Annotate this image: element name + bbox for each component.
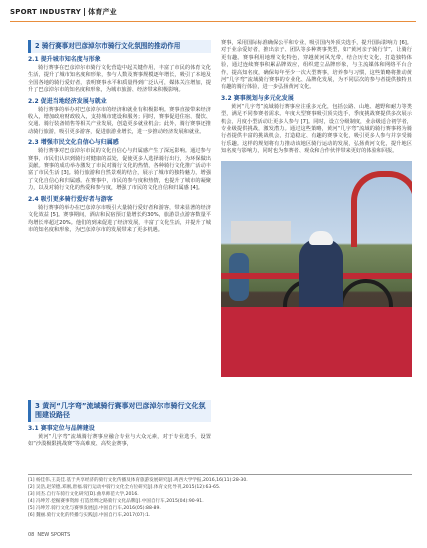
- header-divider: [84, 8, 85, 16]
- page-footer: [28, 532, 70, 538]
- start-arch: [351, 171, 412, 247]
- reference-item: [2] 吴浩,赵荣德,邓刚,唐福.骑行运动中骑行文化全方位研究[J].体育文化导刊,2015(12):63-65.: [28, 485, 221, 491]
- paragraph-3-1-cont: 赛事，采用国际标准确保公平和专业，吸引国内外顶尖选手，提升国际影响力 [6]。对于业余爱好者，推出亲子、团队等多种赛事类型，如“黄河亲子骑行节”，让骑行更有趣。赛事利用地理文化特色，穿越黄河风光带，结合历史文化，打造独特体验，通过连续赛事积累品牌效应，组织建立品牌形象，与主流媒体和网络平台合作，提高知名度，确保每年至少一次大型赛事，培养参与习惯，这些策略将推动黄河“几字弯”流域骑行赛事的专业化、品牌化发展，为不同层次的参与者提供独特且有趣的骑行体验，进一步弘扬黄河文化。: [221, 40, 412, 91]
- subsection-2-2: 2.2 促进当地经济发展与就业: [28, 97, 107, 105]
- paragraph-2-3: 骑行赛事对巴彦淖尔市民的文化自信心与归属感产生了深远影响。通过参与赛事，市民们认识到骑行对健康的益处，促使更多人选择骑行出行，为环保做出贡献。赛事的成功举办激发了市民对骑行文化的热情，各种骑行文化推广活动丰富了市民生活 [3]。骑行旅游和自然景观的结合，展示了城市的独特魅力，增强了文化自信心和归属感。在赛事中，市民的参与度和热情，也提升了城市的凝聚力，以及对骑行文化的热爱和参与度，增强了市民的文化自信和归属感 [4]。: [28, 148, 211, 192]
- header-rule: [10, 21, 416, 22]
- reference-item: [6] 魏丽.骑行文化的传播与实践[J].中国自行车,2017(07):1.: [28, 513, 151, 519]
- reference-item: [3] 同杰.自行车骑行文化研究[D].曲阜师范大学,2016.: [28, 492, 139, 498]
- paragraph-3-1: 黄河“几字弯”流域骑行赛事应融合专业与大众元素，对于专业选手，设置如“沙漠极限挑战赛”等高难度、高奖金赛事，: [28, 434, 211, 448]
- red-stage: [221, 307, 412, 377]
- cyclist-helmet: [309, 231, 333, 245]
- banner-board: [231, 221, 291, 243]
- running-header: [10, 6, 117, 18]
- paragraph-2-4: 骑行赛事的举办在巴彦淖尔市吸引大量骑行爱好者和游客，带来显著的经济文化效益 [5]。赛事期间，酒店和民宿预订量增长约30%，旅游景点游客数量平均增长率超过20%。他们的到来促进了经济发展，丰富了文化生活，并提升了城市的知名度和形象，为巴彦淖尔市的发展带来了更多机遇。: [28, 204, 211, 233]
- section-3: [28, 400, 211, 449]
- subsection-3-1: 3.1 赛事定位与品牌建设: [28, 425, 95, 432]
- subsection-2-4: 2.4 吸引更多骑行爱好者与游客: [28, 195, 113, 203]
- left-column: [28, 40, 211, 234]
- reference-item: [4] 冯坤芳.挖掘赛事资源 打造丝绸之路骑行文化品牌[J].中国自行车,2015(04):90-91.: [28, 499, 204, 505]
- references: [28, 477, 412, 520]
- magazine-name: NEW SPORTS: [37, 532, 71, 538]
- paragraph-3-2: 黄河“几字弯”流域骑行赛事应注重多元化，包括公路、山地、越野和耐力等类型，满足不同参赛者需求。年度大型赛事吸引顶尖选手，季度挑战赛提供多次展示机会，月度小型活动让更多人参与 [7]。同时，设立分级制度，业余级适合初学者，专业级提供挑战，激发潜力。通过这些策略，黄河“几字弯”流域的骑行赛事将为骑行者提供丰富的挑战机会，打造稳定、有趣的赛事文化，吸引更多人参与并享受骑行乐趣。这样的规划将有力推动该地区骑行运动的发展，弘扬黄河文化，提升地区知名度与影响力，同时也为参赛者、观众和合作伙伴带来更好的体验和回报。: [221, 103, 412, 155]
- subsection-3-2: 3.2 赛事规划与多元化发展: [221, 94, 294, 102]
- right-column: [221, 40, 412, 377]
- paragraph-2-1: 骑行赛事在巴彦淖尔市骑行文化营造中起关键作用，丰富了市民的体育文化生活，提升了城市知名度和形象，参与人数及赛事规模逐年增长，吸引了本地及全国各地的骑行爱好者，表明赛事水平和质量得到广泛认可，媒体关注增加，提升了巴彦淖尔市的知名度和形象，为城市旅游、经济带来积极影响。: [28, 65, 211, 94]
- reference-item: [5] 冯坤芳.骑行文化与赛事发展[J].中国自行车,2016(05):88-89.: [28, 506, 161, 512]
- section-3-heading: 3 黄河“几字弯”流域骑行赛事对巴彦淖尔市骑行文化氛围建设路径: [28, 400, 211, 422]
- section-label-en: SPORT INDUSTRY: [10, 8, 82, 16]
- page-number: 08: [28, 532, 35, 538]
- references-rule: [28, 474, 412, 475]
- subsection-2-1: 2.1 提升城市知名度与形象: [28, 56, 101, 63]
- cycling-event-photo: [221, 161, 412, 377]
- subsection-2-3: 2.3 增强市民文化自信心与归属感: [28, 139, 119, 147]
- reference-item: [1] 杨佳伟,王美佳.基于共享经济的骑行文化传播及体育旅游发展研究[J].鸡西大学学报,2016,16(11):28-30.: [28, 478, 248, 483]
- section-2-heading: 2 骑行赛事对巴彦淖尔市骑行文化氛围的推动作用: [28, 40, 211, 53]
- section-label-cn: 体育产业: [88, 8, 117, 16]
- paragraph-2-2: 骑行赛事的举办对巴彦淖尔市的经济和就业有积极影响。赛事直接带来经济收入，增加政府财政收入，支持城市建设和服务；同时，赛事促进住宿、餐饮、交通、骑行装备销售等相关产业发展，创造更多就业机会；此外，骑行赛事还推动骑行旅游，吸引更多游客，促进旅游业增长，进一步推动经济发展和就业。: [28, 106, 211, 135]
- cyclist: [299, 239, 343, 317]
